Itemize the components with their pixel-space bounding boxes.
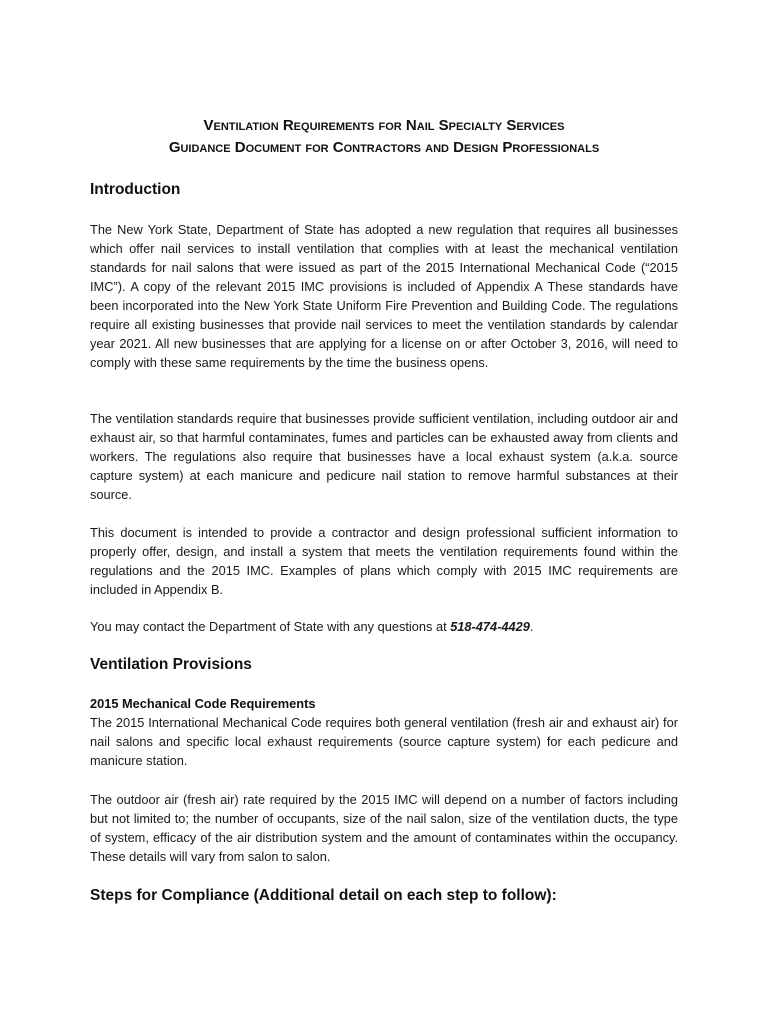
steps-for-compliance-heading: Steps for Compliance (Additional detail on each step to follow): [90, 887, 557, 904]
contact-phone-number: 518-474-4429 [450, 619, 530, 634]
contact-line [90, 617, 533, 636]
ventilation-provisions-heading: Ventilation Provisions [90, 656, 252, 673]
introduction-paragraph-2: The ventilation standards require that businesses provide sufficient ventilation, including outdoor air and exhaust air, so that harmful contaminates, fumes and particles can be exhausted away from clients and workers. The regulations also require that businesses have a local exhaust system (a.k.a. source capture system) at each manicure and pedicure nail station to remove harmful substances at their source. [90, 411, 678, 502]
mechanical-code-subheading: 2015 Mechanical Code Requirements [90, 696, 316, 711]
contact-end: . [529, 619, 534, 634]
document-title-line-1: Ventilation Requirements for Nail Specialty Services [203, 117, 565, 134]
introduction-heading: Introduction [90, 181, 181, 198]
introduction-paragraph-3: This document is intended to provide a contractor and design professional sufficient information to properly offer, design, and install a system that meets the ventilation requirements found within the regulations and the 2015 IMC. Examples of plans which comply with 2015 IMC requirements are included in Appendix B. [90, 525, 678, 597]
introduction-paragraph-1: The New York State, Department of State has adopted a new regulation that requires all businesses which offer nail services to install ventilation that complies with at least the mechanical ventilation standards for nail salons that were issued as part of the 2015 International Mechanical Code (“2015 IMC”). A copy of the relevant 2015 IMC provisions is included of Appendix A These standards have been incorporated into the New York State Uniform Fire Prevention and Building Code. The regulations require all existing businesses that provide nail services to meet the ventilation standards by calendar year 2021. All new businesses that are applying for a license on or after October 3, 2016, will need to comply with these same requirements by the time the business opens. [90, 222, 678, 370]
ventilation-paragraph-1: The 2015 International Mechanical Code requires both general ventilation (fresh air and exhaust air) for nail salons and specific local exhaust requirements (source capture system) for each pedicure and manicure station. [90, 715, 678, 768]
contact-text: You may contact the Department of State with any questions at [90, 619, 451, 634]
ventilation-paragraph-2: The outdoor air (fresh air) rate required by the 2015 IMC will depend on a number of factors including but not limited to; the number of occupants, size of the nail salon, size of the ventilation ducts, the type of system, efficacy of the air distribution system and the amount of contaminates within the occupancy. These details will vary from salon to salon. [90, 792, 678, 864]
document-title-line-2: Guidance Document for Contractors and Design Professionals [168, 139, 600, 156]
